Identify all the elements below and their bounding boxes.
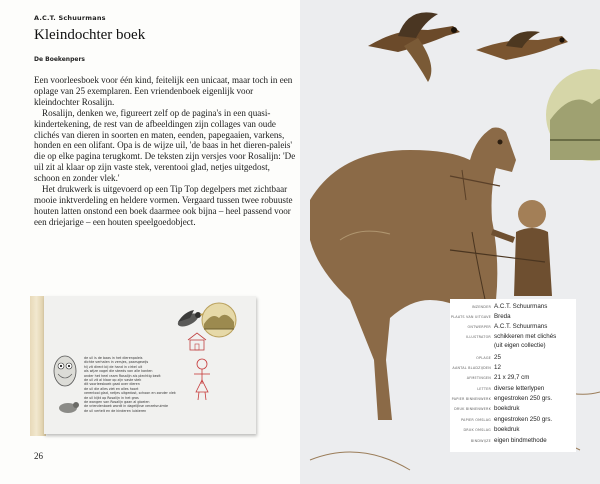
colophon-row: (uit eigen collectie) (494, 342, 546, 349)
colophon-row: DRUK OMSLAG boekdruk (463, 426, 520, 433)
colophon-row: PAPIER BINNENWERK engestroken 250 grs. (451, 395, 553, 402)
house-illustration (188, 333, 206, 350)
colophon-row: ONTWERPER A.C.T. Schuurmans (467, 323, 548, 330)
page-title: Kleindochter boek (34, 27, 146, 43)
page-number: 26 (34, 451, 43, 461)
paragraph: Rosalijn, denken we, figureert zelf op de pagina's in een quasi-kindertekening, de rest van de afbeeldingen zijn collages van oude clichés van dieren in soorten en maten, eenden, papegaaien, varkens, honden en een olifant. Opa is de wijze uil, 'de baas in het dieren-paleis' die op elke pagina terugkomt. De teksten zijn versjes voor Rosalijn: 'De uil zit al klaar op zijn vaste stek, verentooi glad, netjes uitgedost, schoon en zonder vlek.' (34, 107, 296, 184)
colophon-row: ILLUSTRATOR schikkeren met clichés (466, 333, 557, 340)
book-photo-text: de uil is de baas in het dierenpaleis dichte verhalen in versjes, paarsgewijs hij zit direct bij de hand in cirkel uit als wijze vogel die steeds van alle kanten onder het heel raam Rosalijn als plechtig bezit de uil zit al klaar op zijn vaste stek dit voorleesboek gaat over dieren de uil die alles ziet en alles hoort verentooi glad, netjes uitgedost, schoon en zonder vlek de uil kijkt op Rosalijn in het gras de wangen van Rosalijn gaan al gloeien de vriendenboek wordt in dagelijkse verzetsruimte de uil vertelt en de kinderen luisteren (84, 356, 176, 413)
colophon-row: DRUK BINNENWERK boekdruk (454, 405, 520, 412)
colophon-row: OPLAGE 25 (476, 354, 501, 361)
colophon-row: PLAATS VAN UITGAVE Breda (450, 313, 511, 320)
colophon-row: AFMETINGEN 21 x 29,7 cm (466, 374, 530, 381)
paragraph: Een voorleesboek voor één kind, feitelijk een unicaat, maar toch in een oplage van 25 exemplaren. Een vriendenboek eigenlijk voor kleindochter Rosalijn. (34, 75, 293, 107)
duck-illustration (176, 310, 205, 329)
body-text (34, 75, 296, 228)
landscape-medallion (546, 69, 600, 161)
small-bird-illustration (59, 402, 79, 413)
colophon-row: AANTAL BLADZIJDEN 12 (452, 364, 501, 371)
colophon-row: INZENDER A.C.T. Schuurmans (471, 303, 548, 310)
colophon-row: PAPIER OMSLAG engestroken 250 grs. (461, 416, 553, 423)
landscape-medallion (202, 303, 236, 337)
book-page (44, 296, 256, 434)
girl-drawing (194, 359, 210, 400)
colophon-box (450, 299, 576, 452)
flying-duck-illustration (368, 12, 460, 82)
flying-duck-illustration (476, 31, 568, 60)
right-page-illustration (300, 0, 600, 484)
book-photo (30, 296, 256, 436)
publisher-name: De Boekenpers (34, 56, 85, 63)
author-name: A.C.T. Schuurmans (34, 14, 106, 22)
colophon-row: LETTER diverse letterlypen (477, 385, 545, 392)
colophon-row: BINDWIJZE eigen bindmethode (470, 437, 547, 444)
owl-illustration (54, 356, 76, 386)
paragraph: Het drukwerk is uitgevoerd op een Tip Top degelpers met zichtbaar mooie inktverdeling en heldere vormen. Vergaard tussen twee robuuste houten latten onstond een boek daarmee ook bijna – heel passend voor een driejarige – een houten speelgoedobject. (34, 184, 293, 227)
